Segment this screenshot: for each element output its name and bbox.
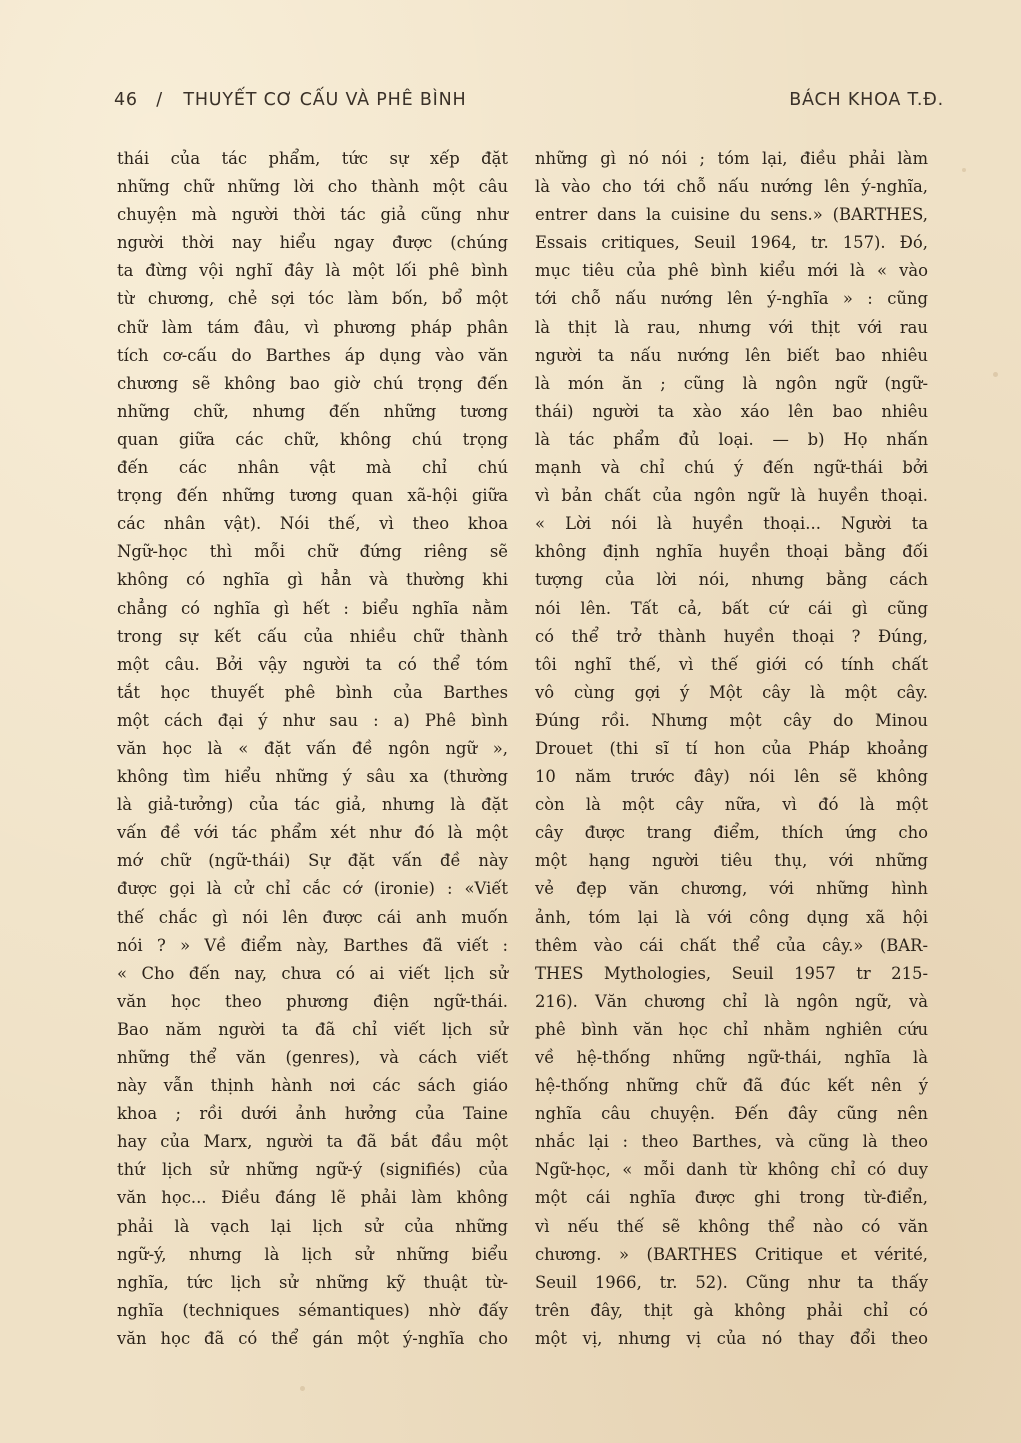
- text-line: trong sự kết cấu của nhiều chữ thành: [117, 626, 508, 646]
- text-line: tích cơ-cấu do Barthes áp dụng vào văn: [117, 345, 508, 365]
- text-line: Seuil 1966, tr. 52). Cũng như ta thấy: [535, 1272, 928, 1292]
- paper-stain: [300, 1386, 305, 1391]
- text-line: này vẫn thịnh hành nơi các sách giáo: [117, 1076, 508, 1096]
- text-line: vì bản chất của ngôn ngữ là huyền thoại.: [535, 486, 928, 506]
- text-line: vấn đề với tác phẩm xét như đó là một: [117, 823, 508, 843]
- text-line: một vị, nhưng vị của nó thay đổi theo: [535, 1328, 928, 1348]
- text-line: được gọi là cử chỉ cắc cớ (ironie) : «Viết: [117, 879, 508, 899]
- header-separator: /: [156, 90, 163, 110]
- text-line: văn học là « đặt vấn đề ngôn ngữ »,: [117, 738, 508, 758]
- running-title: THUYẾT CƠ CẤU VÀ PHÊ BÌNH: [183, 90, 467, 110]
- paper-stain: [993, 372, 998, 377]
- text-line: người thời nay hiểu ngay được (chúng: [117, 233, 508, 253]
- text-line: một câu. Bởi vậy người ta có thể tóm: [117, 654, 508, 674]
- text-line: vẻ đẹp văn chương, với những hình: [535, 879, 928, 899]
- text-line: một cái nghĩa được ghi trong từ-điển,: [535, 1188, 928, 1208]
- text-line: Đúng rồi. Nhưng một cây do Minou: [535, 710, 928, 730]
- text-line: mạnh và chỉ chú ý đến ngữ-thái bởi: [535, 458, 928, 478]
- text-line: phải là vạch lại lịch sử của những: [117, 1216, 508, 1236]
- page-number: 46: [114, 90, 138, 110]
- text-line: thứ lịch sử những ngữ-ý (signifiés) của: [117, 1160, 508, 1180]
- text-line: chữ làm tám đâu, vì phương pháp phân: [117, 317, 508, 337]
- text-line: Bao năm người ta đã chỉ viết lịch sử: [117, 1019, 508, 1039]
- text-line: mục tiêu của phê bình kiểu mới là « vào: [535, 261, 928, 281]
- left-column: [117, 145, 508, 1353]
- text-line: nghĩa câu chuyện. Đến đây cũng nên: [535, 1104, 928, 1124]
- text-line: văn học... Điều đáng lẽ phải làm không: [117, 1188, 508, 1208]
- text-line: nghĩa, tức lịch sử những kỹ thuật từ-: [117, 1272, 508, 1292]
- text-line: những chữ những lời cho thành một câu: [117, 177, 508, 197]
- text-line: Ngữ-học, « mỗi danh từ không chỉ có duy: [535, 1160, 928, 1180]
- text-line: các nhân vật). Nói thế, vì theo khoa: [117, 514, 508, 534]
- text-line: chương sẽ không bao giờ chú trọng đến: [117, 373, 508, 393]
- text-line: trên đây, thịt gà không phải chỉ có: [535, 1300, 928, 1320]
- text-line: trọng đến những tương quan xã-hội giữa: [117, 486, 508, 506]
- text-line: là món ăn ; cũng là ngôn ngữ (ngữ-: [535, 373, 928, 393]
- text-line: vô cùng gợi ý Một cây là một cây.: [535, 682, 928, 702]
- text-line: tượng của lời nói, nhưng bằng cách: [535, 570, 928, 590]
- text-line: nói lên. Tất cả, bất cứ cái gì cũng: [535, 598, 928, 618]
- right-column: [535, 145, 928, 1353]
- text-line: thêm vào cái chất thể của cây.» (BAR-: [535, 935, 928, 955]
- text-line: người ta nấu nướng lên biết bao nhiêu: [535, 345, 928, 365]
- text-line: văn học theo phương điện ngữ-thái.: [117, 991, 508, 1011]
- text-line: 10 năm trước đây) nói lên sẽ không: [535, 767, 928, 787]
- text-line: văn học đã có thể gán một ý-nghĩa cho: [117, 1328, 508, 1348]
- text-line: còn là một cây nữa, vì đó là một: [535, 795, 928, 815]
- text-line: ngữ-ý, nhưng là lịch sử những biểu: [117, 1244, 508, 1264]
- text-line: mớ chữ (ngữ-thái) Sự đặt vấn đề này: [117, 851, 508, 871]
- text-line: chương. » (BARTHES Critique et vérité,: [535, 1244, 928, 1264]
- header-left: [114, 90, 466, 110]
- text-line: từ chương, chẻ sợi tóc làm bốn, bổ một: [117, 289, 508, 309]
- text-line: vì nếu thế sẽ không thể nào có văn: [535, 1216, 928, 1236]
- text-line: là vào cho tới chỗ nấu nướng lên ý-nghĩa,: [535, 177, 928, 197]
- text-line: Essais critiques, Seuil 1964, tr. 157). Đó,: [535, 233, 928, 253]
- text-line: Drouet (thi sĩ tí hon của Pháp khoảng: [535, 738, 928, 758]
- text-line: thái của tác phẩm, tức sự xếp đặt: [117, 149, 508, 168]
- text-line: thái) người ta xào xáo lên bao nhiêu: [535, 401, 928, 421]
- text-line: entrer dans la cuisine du sens.» (BARTHES,: [535, 205, 928, 225]
- text-line: cây được trang điểm, thích ứng cho: [535, 823, 928, 843]
- text-line: tôi nghĩ thế, vì thế giới có tính chất: [535, 654, 928, 674]
- text-line: không có nghĩa gì hẳn và thường khi: [117, 570, 508, 590]
- text-line: THES Mythologies, Seuil 1957 tr 215-: [535, 963, 928, 983]
- running-header: [114, 84, 944, 118]
- text-line: quan giữa các chữ, không chú trọng: [117, 429, 508, 449]
- text-line: những gì nó nói ; tóm lại, điều phải làm: [535, 149, 928, 168]
- text-line: là giả-tưởng) của tác giả, nhưng là đặt: [117, 795, 508, 815]
- text-line: 216). Văn chương chỉ là ngôn ngữ, và: [535, 991, 928, 1011]
- text-line: « Cho đến nay, chưa có ai viết lịch sử: [117, 963, 508, 983]
- text-line: về hệ-thống những ngữ-thái, nghĩa là: [535, 1048, 928, 1067]
- text-line: là tác phẩm đủ loại. — b) Họ nhấn: [535, 429, 928, 449]
- text-line: những chữ, nhưng đến những tương: [117, 401, 508, 421]
- text-line: có thể trở thành huyền thoại ? Đúng,: [535, 626, 928, 646]
- text-line: đến các nhân vật mà chỉ chú: [117, 458, 508, 478]
- text-line: nói ? » Về điểm này, Barthes đã viết :: [117, 935, 508, 955]
- text-line: ta đừng vội nghĩ đây là một lối phê bình: [117, 261, 508, 281]
- text-line: hay của Marx, người ta đã bắt đầu một: [117, 1132, 508, 1152]
- text-line: tới chỗ nấu nướng lên ý-nghĩa » : cũng: [535, 289, 928, 309]
- text-line: phê bình văn học chỉ nhằm nghiên cứu: [535, 1019, 928, 1039]
- text-line: không định nghĩa huyền thoại bằng đối: [535, 542, 928, 562]
- text-line: những thể văn (genres), và cách viết: [117, 1048, 508, 1067]
- text-line: Ngữ-học thì mỗi chữ đứng riêng sẽ: [117, 542, 508, 562]
- text-line: chẳng có nghĩa gì hết : biểu nghĩa nằm: [117, 598, 508, 618]
- header-author: BÁCH KHOA T.Đ.: [789, 90, 944, 110]
- paper-stain: [962, 168, 966, 172]
- text-line: chuyện mà người thời tác giả cũng như: [117, 205, 508, 225]
- text-line: một hạng người tiêu thụ, với những: [535, 851, 928, 871]
- text-line: thế chắc gì nói lên được cái anh muốn: [117, 907, 508, 927]
- text-line: nhắc lại : theo Barthes, và cũng là theo: [535, 1132, 928, 1152]
- text-line: là thịt là rau, nhưng với thịt với rau: [535, 317, 928, 337]
- text-line: tắt học thuyết phê bình của Barthes: [117, 682, 508, 702]
- text-line: khoa ; rồi dưới ảnh hưởng của Taine: [117, 1104, 508, 1124]
- text-line: không tìm hiểu những ý sâu xa (thường: [117, 767, 508, 787]
- text-line: hệ-thống những chữ đã đúc kết nên ý: [535, 1076, 928, 1096]
- text-line: nghĩa (techniques sémantiques) nhờ đấy: [117, 1300, 508, 1320]
- text-line: một cách đại ý như sau : a) Phê bình: [117, 710, 508, 730]
- text-line: « Lời nói là huyền thoại... Người ta: [535, 514, 928, 534]
- text-line: ảnh, tóm lại là với công dụng xã hội: [535, 907, 928, 927]
